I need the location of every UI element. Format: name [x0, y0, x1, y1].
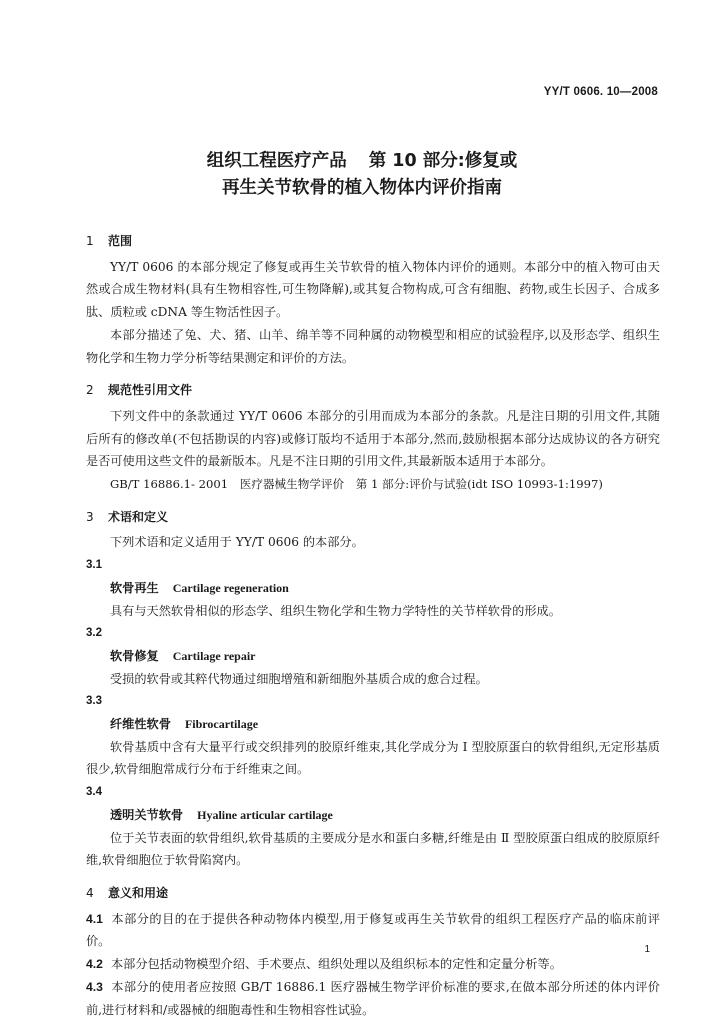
term-number: 3.3	[86, 695, 102, 708]
scope-paragraph-2: 本部分描述了兔、犬、猪、山羊、绵羊等不同种属的动物模型和相应的试验程序,以及形态学、组织生物化学和生物力学分析等结果测定和评价的方法。	[86, 327, 660, 365]
term-en: Hyaline articular cartilage	[197, 807, 333, 822]
page-number: 1	[644, 944, 650, 955]
term-number: 3.2	[86, 627, 102, 640]
title-line-1	[0, 148, 724, 175]
term-number: 3.1	[86, 559, 102, 572]
references-paragraph: 下列文件中的条款通过 YY/T 0606 本部分的引用而成为本部分的条款。凡是注日期的引用文件,其随后所有的修改单(不包括勘误的内容)或修订版均不适用于本部分,然而,鼓励根据本部分达成协议的各方研究是否可使用这些文件的最新版本。凡是不注日期的引用文件,其最新版本适用于本部分。	[86, 408, 660, 469]
section-number: 4	[86, 885, 94, 900]
term-definition: 受损的软骨或其粹代物通过细胞增殖和新细胞外基质合成的愈合过程。	[110, 671, 488, 686]
section-heading-normative-references	[86, 379, 660, 402]
clause-text: 本部分的使用者应按照 GB/T 16886.1 医疗器械生物学评价标准的要求,在做本部分所述的体内评价前,进行材料和/或器械的细胞毒性和生物相容性试验。	[86, 979, 660, 1017]
scope-paragraph-1: YY/T 0606 的本部分规定了修复或再生关节软骨的植入物体内评价的通则。本部分中的植入物可由天然或合成生物材料(具有生物相容性,可生物降解),或其复合物构成,可含有细胞、药物,或生长因子、合成多肽、质粒或 cDNA 等生物活性因子。	[86, 259, 660, 320]
term-title	[86, 804, 660, 827]
term-zh: 纤维性软骨	[110, 717, 171, 732]
clause-item	[86, 953, 660, 976]
clause-text: 本部分包括动物模型介绍、手术要点、组织处理以及组织标本的定性和定量分析等。	[110, 957, 562, 972]
term-zh: 透明关节软骨	[110, 807, 184, 822]
clause-number: 4.3	[86, 979, 103, 994]
clause-item	[86, 908, 660, 953]
term-definition: 位于关节表面的软骨组织,软骨基质的主要成分是水和蛋白多糖,纤维是由 Ⅱ 型胶原蛋白组成的胶原原纤维,软骨细胞位于软骨陷窝内。	[86, 830, 660, 868]
document-body	[86, 230, 660, 1021]
section-number: 2	[86, 383, 94, 398]
term-definition: 具有与天然软骨相似的形态学、组织生物化学和生物力学特性的关节样软骨的形成。	[110, 603, 561, 618]
section-heading-scope	[86, 230, 660, 253]
section-title: 术语和定义	[108, 509, 169, 524]
term-zh: 软骨修复	[110, 648, 159, 663]
term-zh: 软骨再生	[110, 580, 159, 595]
section-number: 1	[86, 234, 94, 248]
term-en: Cartilage repair	[172, 648, 256, 663]
clause-number: 4.1	[86, 911, 103, 926]
title-line-1b: 第 10 部分:修复或	[368, 151, 518, 171]
reference-entry: GB/T 16886.1- 2001 医疗器械生物学评价 第 1 部分:评价与试验(idt ISO 10993-1:1997)	[110, 477, 603, 492]
standard-code: YY/T 0606. 10—2008	[543, 86, 658, 98]
section-heading-terms	[86, 506, 660, 529]
term-number: 3.4	[86, 786, 102, 799]
term-title	[86, 713, 660, 736]
section-title: 范围	[108, 234, 133, 248]
clause-item	[86, 976, 660, 1021]
title-line-2: 再生关节软骨的植入物体内评价指南	[222, 178, 502, 198]
section-title: 意义和用途	[108, 885, 169, 900]
term-definition: 软骨基质中含有大量平行或交织排列的胶原纤维束,其化学成分为 I 型胶原蛋白的软骨组织,无定形基质很少,软骨细胞常成行分布于纤维束之间。	[86, 739, 660, 777]
title-line-1a: 组织工程医疗产品	[206, 151, 347, 171]
clause-text: 本部分的目的在于提供各种动物体内模型,用于修复或再生关节软骨的组织工程医疗产品的临床前评价。	[86, 911, 660, 949]
terms-intro: 下列术语和定义适用于 YY/T 0606 的本部分。	[110, 535, 364, 550]
term-en: Fibrocartilage	[184, 717, 259, 732]
section-number: 3	[86, 509, 94, 524]
section-title: 规范性引用文件	[108, 383, 193, 398]
term-title	[86, 645, 660, 668]
section-heading-significance	[86, 882, 660, 905]
clause-number: 4.2	[86, 957, 103, 972]
term-en: Cartilage regeneration	[172, 580, 289, 595]
document-title	[0, 148, 724, 202]
term-title	[86, 577, 660, 600]
